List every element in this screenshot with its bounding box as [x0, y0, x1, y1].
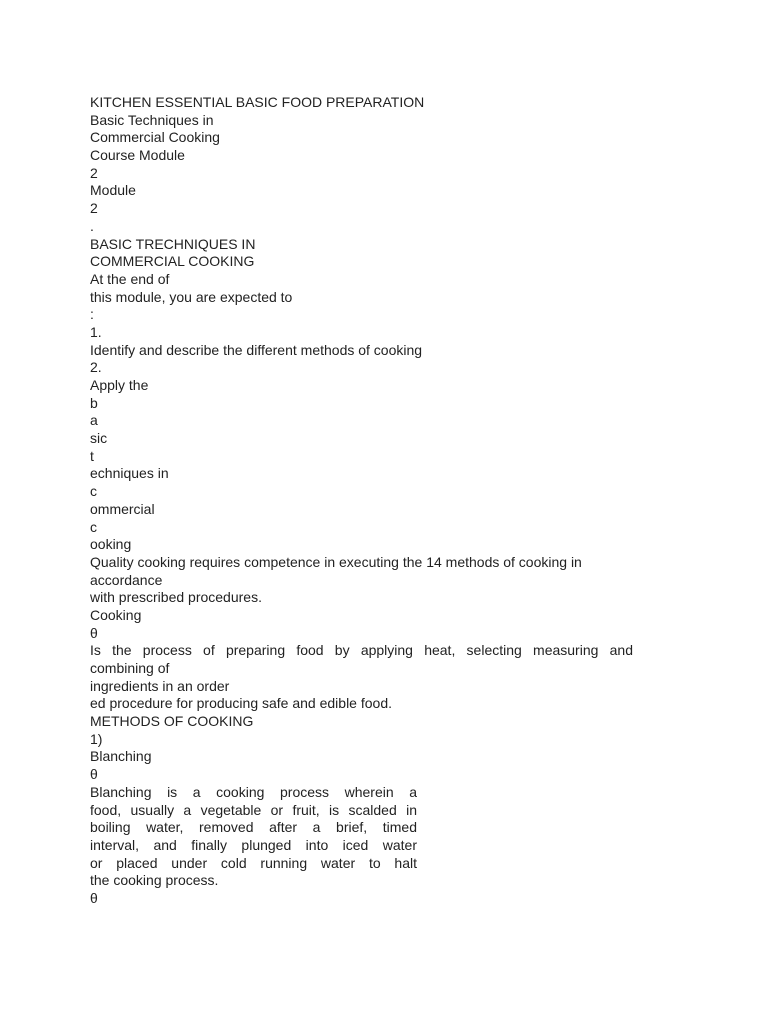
text-line: sic	[90, 430, 108, 447]
text-line-justified: food, usually a vegetable or fruit, is scalded in	[90, 801, 417, 818]
section-heading: METHODS OF COOKING	[90, 713, 254, 730]
text-line: ingredients in an order	[90, 677, 230, 694]
document-title: KITCHEN ESSENTIAL BASIC FOOD PREPARATION	[90, 94, 425, 110]
text-line: ed procedure for producing safe and edible food.	[90, 695, 392, 712]
text-line: combining of	[90, 660, 170, 676]
text-line-justified: interval, and finally plunged into iced water	[90, 836, 417, 853]
text-line: :	[90, 306, 94, 323]
document-text	[90, 94, 635, 908]
text-line: the cooking process.	[90, 872, 219, 889]
text-line: Course Module	[90, 147, 185, 164]
bullet-symbol: θ	[90, 766, 98, 783]
text-line: 2	[90, 200, 98, 217]
text-line: a	[90, 412, 98, 429]
term-heading: Cooking	[90, 606, 142, 623]
text-line: accordance	[90, 571, 163, 588]
text-line: Quality cooking requires competence in executing the 14 methods of cooking in	[90, 553, 582, 570]
text-line: echniques in	[90, 465, 169, 482]
bullet-symbol: θ	[90, 624, 98, 641]
text-line: 2	[90, 164, 98, 181]
text-line: with prescribed procedures.	[90, 589, 262, 606]
text-line: ooking	[90, 536, 132, 553]
text-line: .	[90, 217, 94, 234]
list-number: 2.	[90, 359, 102, 376]
text-line: t	[90, 447, 94, 464]
text-line: ommercial	[90, 500, 155, 517]
text-line: Apply the	[90, 377, 149, 393]
text-line: this module, you are expected to	[90, 288, 293, 305]
text-line-justified: Is the process of preparing food by applying heat, selecting measuring and	[90, 642, 633, 659]
text-line: Identify and describe the different methods of cooking	[90, 341, 423, 358]
bullet-symbol: θ	[90, 889, 98, 906]
text-line: Basic Techniques in	[90, 111, 214, 128]
text-line: At the end of	[90, 270, 170, 287]
term-heading: Blanching	[90, 748, 152, 765]
text-line: c	[90, 483, 97, 500]
text-line-justified: boiling water, removed after a brief, timed	[90, 819, 417, 836]
text-line: Commercial Cooking	[90, 129, 220, 146]
text-line: c	[90, 518, 97, 535]
list-number: 1)	[90, 730, 103, 747]
text-line: Module	[90, 182, 136, 199]
list-number: 1.	[90, 323, 102, 340]
module-heading: COMMERCIAL COOKING	[90, 253, 255, 270]
text-line-justified: Blanching is a cooking process wherein a	[90, 783, 417, 800]
text-line: b	[90, 394, 98, 411]
module-heading: BASIC TRECHNIQUES IN	[90, 235, 256, 252]
text-line-justified: or placed under cold running water to halt	[90, 854, 417, 871]
